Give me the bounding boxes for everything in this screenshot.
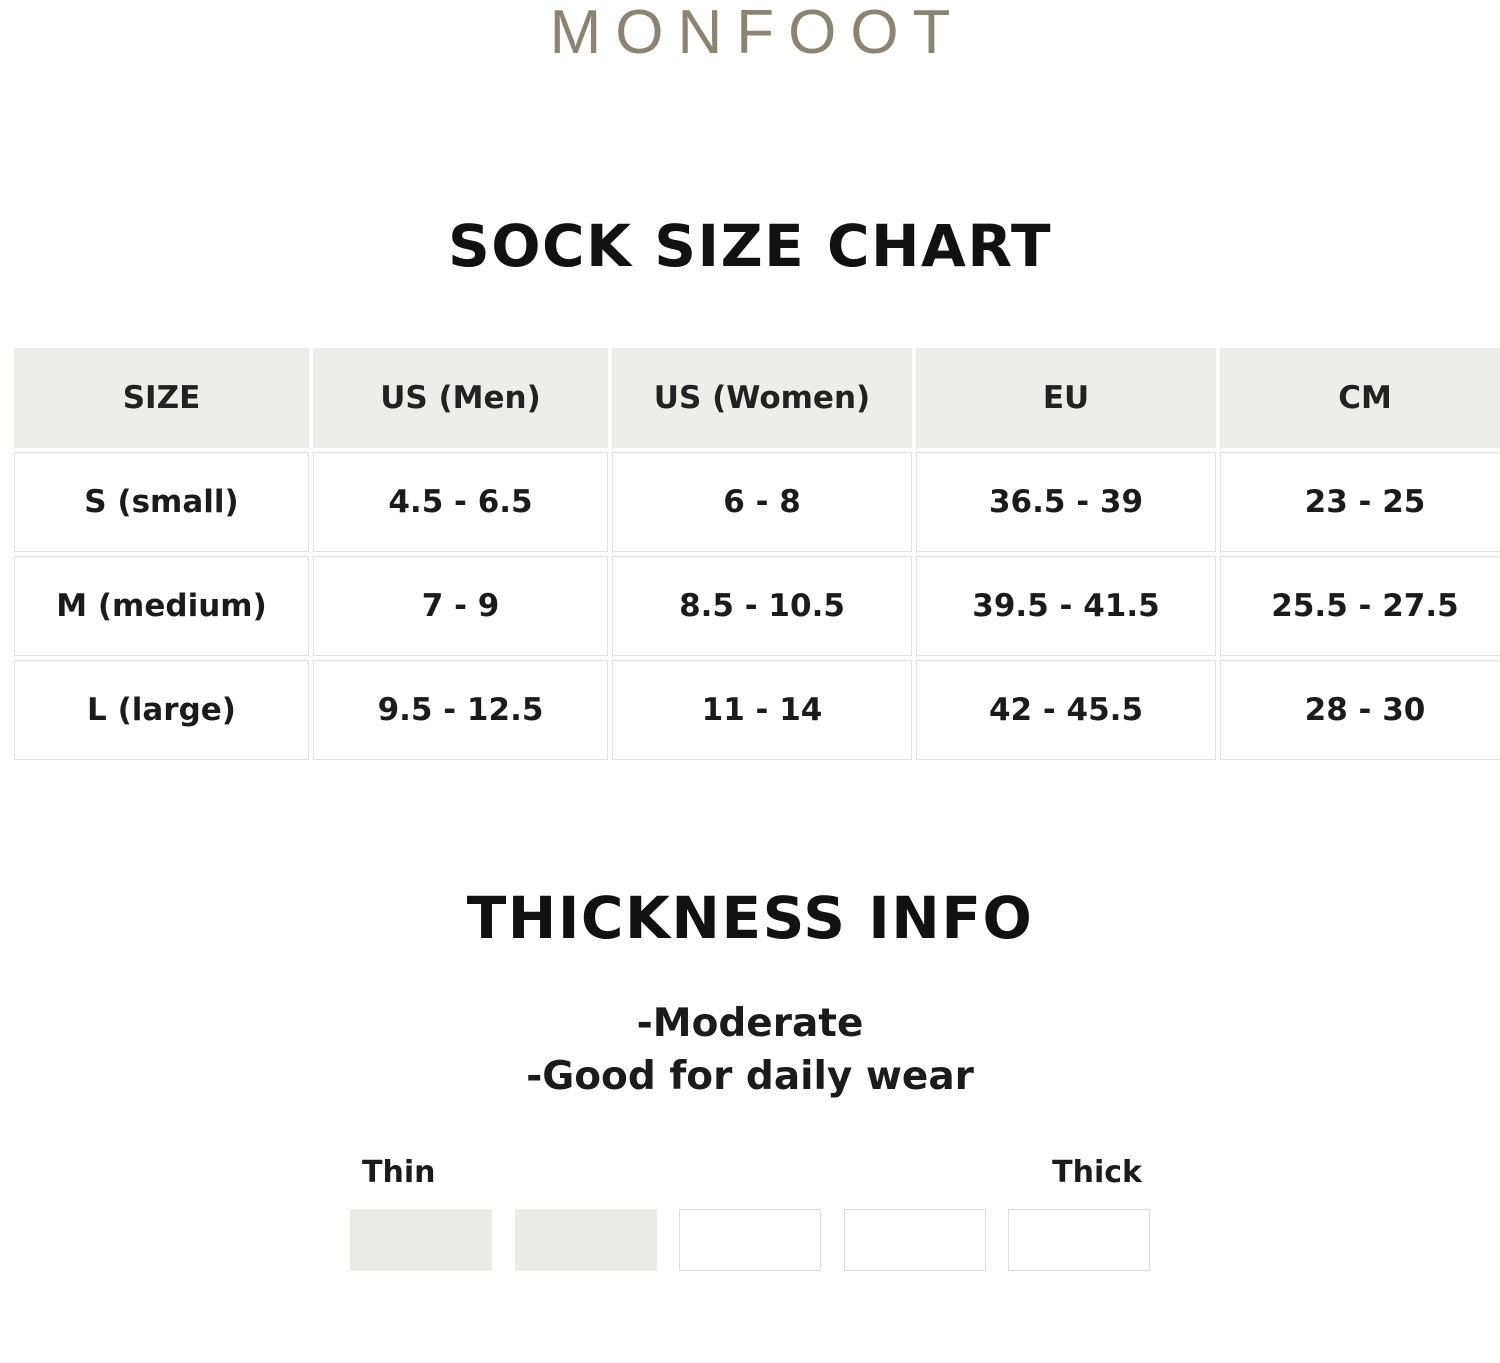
column-header-size: SIZE — [14, 348, 309, 448]
scale-segment-1 — [350, 1209, 492, 1271]
section-title-thickness-info: THICKNESS INFO — [466, 884, 1034, 952]
cell-size: M (medium) — [14, 556, 309, 656]
table-row — [14, 452, 1500, 552]
scale-segment-3 — [679, 1209, 821, 1271]
column-header-us-women: US (Women) — [612, 348, 912, 448]
table-header-row — [14, 348, 1500, 448]
cell-eu: 42 - 45.5 — [916, 660, 1216, 760]
column-header-eu: EU — [916, 348, 1216, 448]
scale-label-thin: Thin — [362, 1155, 436, 1191]
column-header-us-men: US (Men) — [313, 348, 608, 448]
cell-us-women: 8.5 - 10.5 — [612, 556, 912, 656]
thickness-notes — [0, 998, 1500, 1103]
cell-us-men: 4.5 - 6.5 — [313, 452, 608, 552]
scale-segment-4 — [844, 1209, 986, 1271]
cell-us-men: 7 - 9 — [313, 556, 608, 656]
table-row — [14, 660, 1500, 760]
table-row — [14, 556, 1500, 656]
scale-segment-5 — [1008, 1209, 1150, 1271]
size-chart-table — [10, 344, 1500, 764]
column-header-cm: CM — [1220, 348, 1500, 448]
scale-label-thick: Thick — [1052, 1155, 1142, 1191]
size-chart-table-wrapper — [10, 344, 1490, 764]
thickness-scale-labels — [350, 1155, 1150, 1197]
thickness-scale — [0, 1155, 1500, 1271]
cell-size: L (large) — [14, 660, 309, 760]
cell-eu: 36.5 - 39 — [916, 452, 1216, 552]
cell-us-men: 9.5 - 12.5 — [313, 660, 608, 760]
cell-us-women: 11 - 14 — [612, 660, 912, 760]
cell-cm: 23 - 25 — [1220, 452, 1500, 552]
scale-segment-2 — [515, 1209, 657, 1271]
cell-size: S (small) — [14, 452, 309, 552]
brand-logo: MONFOOT — [549, 0, 965, 67]
cell-eu: 39.5 - 41.5 — [916, 556, 1216, 656]
thickness-scale-boxes — [350, 1209, 1150, 1271]
table-body — [14, 452, 1500, 760]
cell-us-women: 6 - 8 — [612, 452, 912, 552]
thickness-note-daily-wear: -Good for daily wear — [526, 1053, 974, 1099]
table-header — [14, 348, 1500, 448]
page-title-sock-size-chart: SOCK SIZE CHART — [447, 212, 1053, 280]
thickness-note-moderate: -Moderate — [636, 1001, 864, 1046]
cell-cm: 28 - 30 — [1220, 660, 1500, 760]
cell-cm: 25.5 - 27.5 — [1220, 556, 1500, 656]
